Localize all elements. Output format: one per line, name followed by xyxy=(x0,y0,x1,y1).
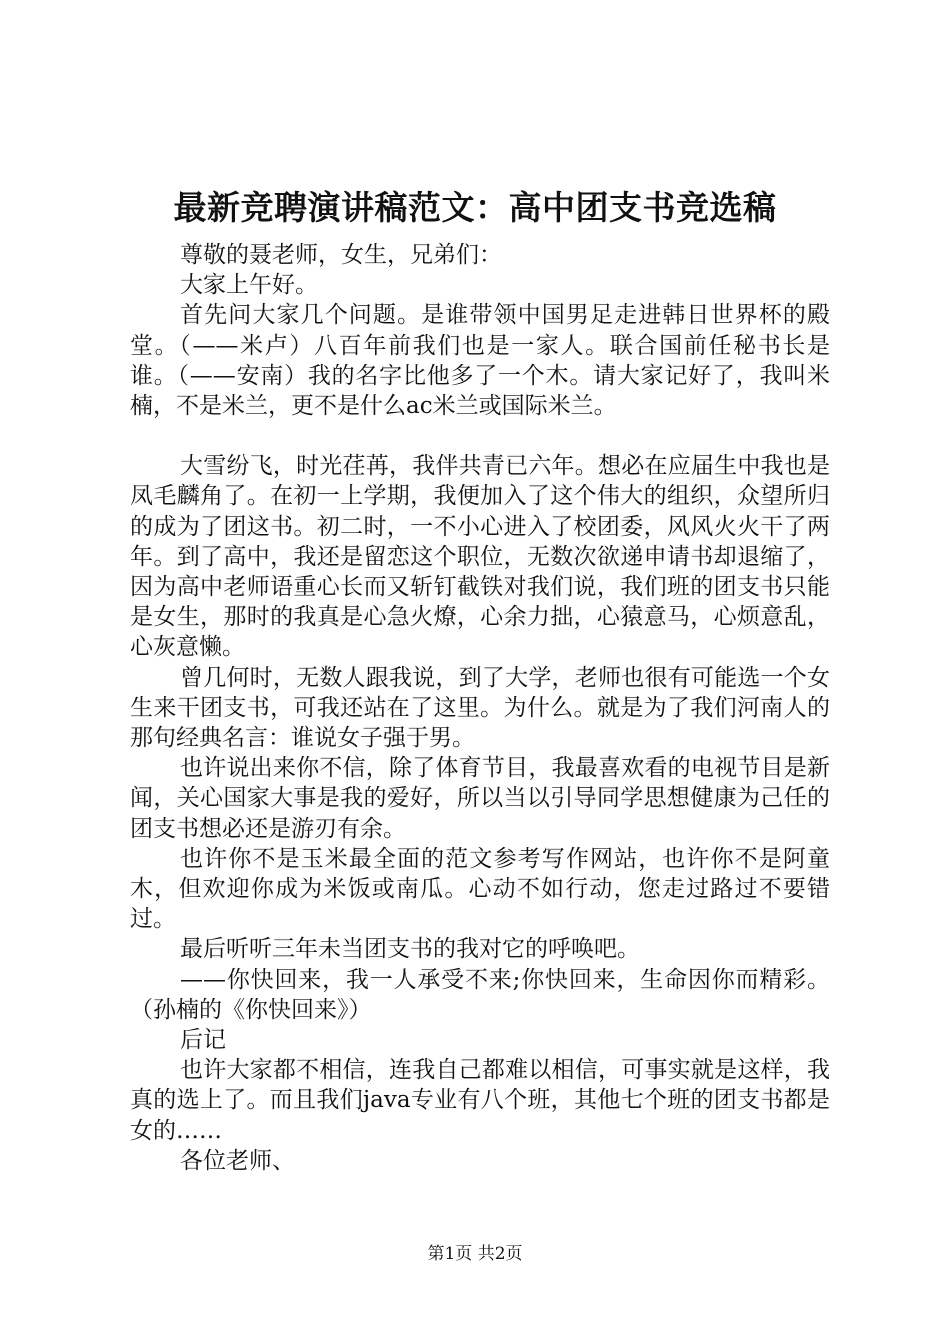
paragraph-postscript-heading: 后记 xyxy=(180,1027,226,1054)
paragraph-hobbies: 也许说出来你不信，除了体育节目，我最喜欢看的电视节目是新闻，关心国家大事是我的爱好，所以当以引导同学思想健康为己任的团支书想必还是游刃有余。 xyxy=(130,755,830,842)
paragraph-postscript: 也许大家都不相信，连我自己都难以相信，可事实就是这样，我真的选上了。而且我们java专业有八个班，其他七个班的团支书都是女的…… xyxy=(130,1057,830,1144)
paragraph-closing: 各位老师、 xyxy=(180,1147,295,1174)
paragraph-hello: 大家上午好。 xyxy=(180,272,318,299)
document-title: 最新竞聘演讲稿范文：高中团支书竞选稿 xyxy=(173,188,777,227)
paragraph-invitation: 也许你不是玉米最全面的范文参考写作网站，也许你不是阿童木，但欢迎你成为米饭或南瓜。心动不如行动，您走过路过不要错过。 xyxy=(130,845,830,933)
paragraph-university: 曾几何时，无数人跟我说，到了大学，老师也很有可能选一个女生来干团支书，可我还站在了这里。为什么。就是为了我们河南人的那句经典名言：谁说女子强于男。 xyxy=(130,664,830,752)
document-body xyxy=(130,240,830,1176)
paragraph-quote: ——你快回来，我一人承受不来;你快回来，生命因你而精彩。（孙楠的《你快回来》） xyxy=(130,966,830,1023)
paragraph-greeting: 尊敬的聂老师，女生，兄弟们： xyxy=(180,242,502,268)
paragraph-call: 最后听听三年未当团支书的我对它的呼唤吧。 xyxy=(180,936,640,963)
paragraph-experience: 大雪纷飞，时光荏苒，我伴共青已六年。想必在应届生中我也是凤毛麟角了。在初一上学期，我便加入了这个伟大的组织，众望所归的成为了团这书。初二时，一不小心进入了校团委，风风火火干了两年。到了高中，我还是留恋这个职位，无数次欲递申请书却退缩了，因为高中老师语重心长而又斩钉截铁对我们说，我们班的团支书只能是女生，那时的我真是心急火燎，心余力拙，心猿意马，心烦意乱，心灰意懒。 xyxy=(130,453,830,661)
page-number-footer: 第1页 共2页 xyxy=(427,1244,523,1264)
paragraph-introduction: 首先问大家几个问题。是谁带领中国男足走进韩日世界杯的殿堂。（——米卢）八百年前我们也是一家人。联合国前任秘书长是谁。（——安南）我的名字比他多了一个木。请大家记好了，我叫米楠，不是米兰，更不是什么ac米兰或国际米兰。 xyxy=(130,302,830,420)
